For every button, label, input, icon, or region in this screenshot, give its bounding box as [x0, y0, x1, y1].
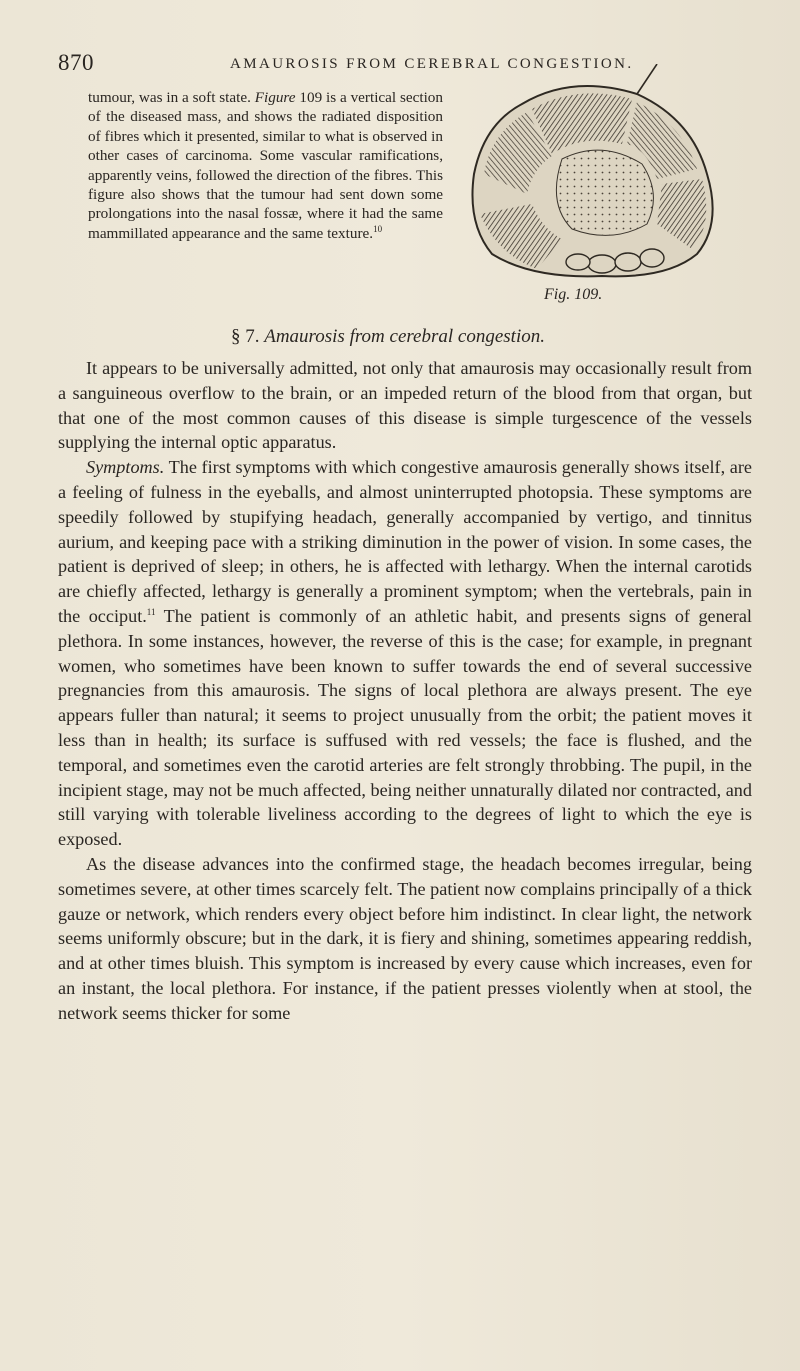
symptoms-label: Symptoms.	[86, 457, 165, 478]
intro-text: tumour, was in a soft state. Figure 109 is a vertical section of the diseased mass, and shows the radiated disposition of fibres which it presented, similar to what is observed in other cases of carcinoma. Some vascular ramifications, apparently veins, followed the direction of the fibres. This figure also shows that the tumour had sent down some prolongations into the nasal fossæ, where it had the same mammillated appearance and the same texture.$^{10}$	[88, 89, 443, 242]
section-number: § 7.	[230, 326, 260, 347]
section-title: Amaurosis from cerebral congestion.	[264, 326, 545, 347]
figure-caption: Fig. 109.	[544, 286, 603, 303]
page-number: 870	[58, 50, 94, 75]
paragraph-1: It appears to be universally admitted, not only that amaurosis may occasionally result from a sanguineous overflow to the brain, or an impeded return of the blood from that organ, but that one of the most common causes of this disease is simple turgescence of the vessels supplying the internal optic apparatus.	[58, 358, 752, 453]
footnote-marker: 11	[146, 606, 156, 617]
tumour-section-icon	[452, 64, 732, 284]
figure-reference: Figure	[254, 89, 296, 106]
section-heading	[88, 326, 748, 348]
footnote-marker: 10	[373, 223, 383, 234]
figure-109	[452, 64, 732, 316]
paragraph-2: Symptoms. The first symptoms with which congestive amaurosis generally shows itself, are a feeling of fulness in the eyeballs, and almost uninterrupted photopsia. These symptoms are speedily followed by stupifying headach, generally accompanied by vertigo, and tinnitus aurium, and keeping pace with a striking diminution in the power of vision. In some cases, the patient is deprived of sleep; in others, he is affected with lethargy. When the internal carotids are chiefly affected, lethargy is generally a prominent symptom; when the vertebrals, pain in the occiput.$^{11}$ The patient is commonly of an athletic habit, and presents signs of general plethora. In some instances, however, the reverse of this is the case; for example, in pregnant women, who sometimes have been known to suffer towards the end of several successive pregnancies from this amaurosis. The signs of local plethora are always present. The eye appears fuller than natural; it seems to project unusually from the orbit; the patient moves it less than in health; its surface is suffused with red vessels; the face is flushed, and the temporal, and sometimes even the carotid arteries are felt strongly throbbing. The pupil, in the incipient stage, may not be much affected, being neither unnaturally dilated nor contracted, and still varying with tolerable liveliness according to the degrees of light to which the eye is exposed.	[58, 457, 752, 850]
main-text	[58, 356, 752, 1026]
running-head: AMAUROSIS FROM CEREBRAL CONGESTION.	[230, 56, 634, 72]
paragraph-3: As the disease advances into the confirmed stage, the headach becomes irregular, being sometimes severe, at other times scarcely felt. The patient now complains principally of a thick gauze or network, which renders every object before him indistinct. In clear light, the network seems uniformly obscure; but in the dark, it is fiery and shining, sometimes appearing reddish, and at other times bluish. This symptom is increased by every cause which increases, even for an instant, the local plethora. For instance, if the patient presses violently when at stool, the network seems thicker for some	[58, 853, 752, 1023]
intro-paragraph	[88, 88, 443, 243]
